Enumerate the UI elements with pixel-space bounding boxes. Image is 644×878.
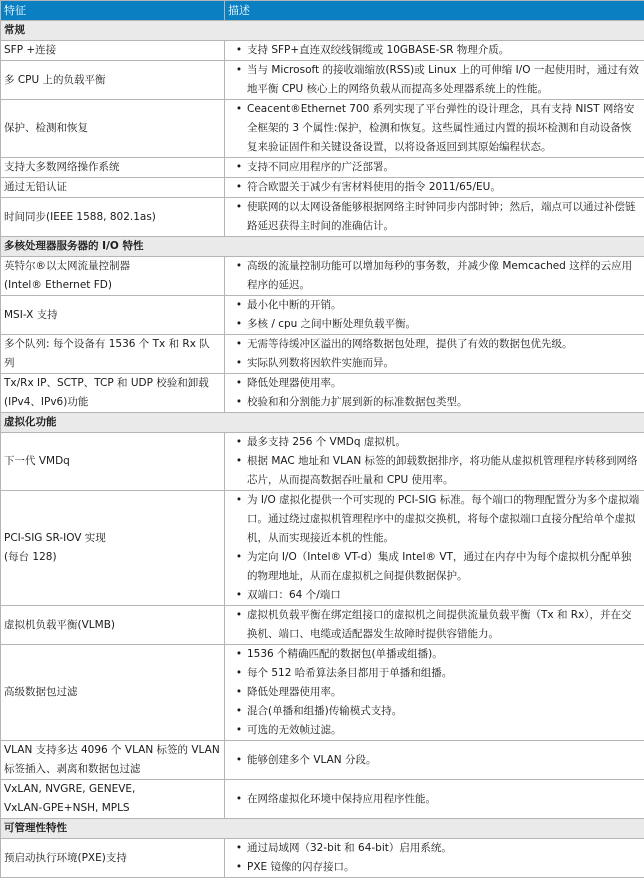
bullet-text: 当与 Microsoft 的接收端缩放(RSS)或 Linux 上的可伸缩 I/O 一起使用时，通过有效地平衡 CPU 核心上的网络负载从而提高多处理器系统上的性能。	[247, 61, 640, 99]
description-bullet	[231, 586, 640, 605]
feature-name: 通过无铅认证	[4, 178, 220, 197]
feature-name: 高级数据包过滤	[4, 683, 220, 702]
bullet-text: 支持不同应用程序的广泛部署。	[247, 158, 640, 177]
bullet-icon: •	[231, 354, 247, 373]
feature-name: 支持大多数网络操作系统	[4, 158, 220, 177]
feature-name: VLAN 支持多达 4096 个 VLAN 标签的 VLAN 标签插入、剥离和数据包过滤	[4, 741, 220, 779]
bullet-text: 校验和和分割能力扩展到新的标准数据包类型。	[247, 393, 640, 412]
description-cell	[225, 158, 644, 178]
bullet-text: 能够创建多个 VLAN 分段。	[247, 751, 640, 770]
description-cell	[225, 61, 644, 100]
description-bullet	[231, 433, 640, 452]
bullet-icon: •	[231, 839, 247, 858]
table-row	[1, 645, 644, 741]
table-row	[1, 198, 644, 237]
bullet-text: 符合欧盟关于减少有害材料使用的指令 2011/65/EU。	[247, 178, 640, 197]
table-row	[1, 41, 644, 61]
bullet-text: Ceacent®Ethernet 700 系列实现了平台弹性的设计理念，具有支持 NIST 网络安全框架的 3 个属性:保护，检测和恢复。这些属性通过内置的损坏检测和自动设备恢复来验证固件和关键设备设置，以将设备返回到其原始编程状态。	[247, 100, 640, 157]
description-cell	[225, 41, 644, 61]
description-cell	[225, 606, 644, 645]
description-cell	[225, 645, 644, 741]
table-row	[1, 780, 644, 819]
feature-name: 保护、检测和恢复	[4, 119, 220, 138]
description-bullet	[231, 721, 640, 740]
bullet-text: 无需等待缓冲区溢出的网络数据包处理，提供了有效的数据包优先级。	[247, 335, 640, 354]
description-bullet	[231, 683, 640, 702]
bullet-text: 虚拟机负载平衡在绑定组接口的虚拟机之间提供流量负载平衡（Tx 和 Rx），并在交换机、端口、电缆或适配器发生故障时提供容错能力。	[247, 606, 640, 644]
bullet-icon: •	[231, 198, 247, 217]
description-cell	[225, 839, 644, 878]
description-bullet	[231, 452, 640, 490]
bullet-text: 双端口：64 个/端口	[247, 586, 640, 605]
bullet-text: 根据 MAC 地址和 VLAN 标签的卸载数据排序，将功能从虚拟机管理程序转移到网络芯片，从而提高数据吞吐量和 CPU 使用率。	[247, 452, 640, 490]
feature-cell	[1, 645, 225, 741]
bullet-icon: •	[231, 315, 247, 334]
bullet-text: 通过局域网（32-bit 和 64-bit）启用系统。	[247, 839, 640, 858]
description-cell	[225, 374, 644, 413]
feature-cell	[1, 61, 225, 100]
description-cell	[225, 780, 644, 819]
bullet-icon: •	[231, 548, 247, 567]
bullet-icon: •	[231, 178, 247, 197]
table-row	[1, 335, 644, 374]
bullet-text: 可选的无效帧过滤。	[247, 721, 640, 740]
description-cell	[225, 491, 644, 606]
feature-cell	[1, 741, 225, 780]
feature-name: Tx/Rx IP、SCTP、TCP 和 UDP 校验和卸载(IPv4、IPv6)功能	[4, 374, 220, 412]
description-bullet	[231, 61, 640, 99]
header-description: 描述	[225, 1, 644, 21]
description-bullet	[231, 374, 640, 393]
feature-cell	[1, 41, 225, 61]
description-cell	[225, 296, 644, 335]
bullet-icon: •	[231, 664, 247, 683]
bullet-icon: •	[231, 858, 247, 877]
header-feature: 特征	[1, 1, 225, 21]
bullet-text: 实际队列数将因软件实施而异。	[247, 354, 640, 373]
bullet-icon: •	[231, 433, 247, 452]
feature-cell	[1, 178, 225, 198]
bullet-text: 混合(单播和组播)传输模式支持。	[247, 702, 640, 721]
feature-name: SFP +连接	[4, 41, 220, 60]
description-bullet	[231, 315, 640, 334]
bullet-icon: •	[231, 393, 247, 412]
description-bullet	[231, 839, 640, 858]
bullet-text: 高级的流量控制功能可以增加每秒的事务数，并减少像 Memcached 这样的云应用程序的延迟。	[247, 257, 640, 295]
section-title: 常规	[1, 21, 644, 41]
table-row	[1, 374, 644, 413]
description-bullet	[231, 702, 640, 721]
feature-name: VxLAN-GPE+NSH, MPLS	[4, 799, 220, 818]
description-bullet	[231, 41, 640, 60]
description-bullet	[231, 491, 640, 548]
feature-name: 预启动执行环境(PXE)支持	[4, 849, 220, 868]
feature-name: 下一代 VMDq	[4, 452, 220, 471]
description-cell	[225, 100, 644, 158]
feature-cell	[1, 335, 225, 374]
bullet-icon: •	[231, 586, 247, 605]
bullet-icon: •	[231, 41, 247, 60]
feature-name: 多个队列: 每个设备有 1536 个 Tx 和 Rx 队列	[4, 335, 220, 373]
description-cell	[225, 433, 644, 491]
bullet-text: 每个 512 哈希算法条目都用于单播和组播。	[247, 664, 640, 683]
description-bullet	[231, 296, 640, 315]
bullet-icon: •	[231, 335, 247, 354]
description-bullet	[231, 664, 640, 683]
feature-cell	[1, 296, 225, 335]
description-bullet	[231, 335, 640, 354]
section-title: 可管理性特性	[1, 819, 644, 839]
bullet-text: 为定向 I/O（Intel® VT-d）集成 Intel® VT，通过在内存中为每个虚拟机分配单独的物理地址，从而在虚拟机之间提供数据保护。	[247, 548, 640, 586]
feature-cell	[1, 374, 225, 413]
table-row	[1, 158, 644, 178]
table-row	[1, 257, 644, 296]
feature-cell	[1, 198, 225, 237]
bullet-text: 降低处理器使用率。	[247, 683, 640, 702]
feature-name: (每台 128)	[4, 548, 220, 567]
bullet-icon: •	[231, 100, 247, 119]
bullet-icon: •	[231, 61, 247, 80]
description-bullet	[231, 100, 640, 157]
feature-cell	[1, 780, 225, 819]
bullet-icon: •	[231, 491, 247, 510]
feature-cell	[1, 433, 225, 491]
bullet-text: 最多支持 256 个 VMDq 虚拟机。	[247, 433, 640, 452]
description-cell	[225, 335, 644, 374]
section-title: 多核处理器服务器的 I/O 特性	[1, 237, 644, 257]
table-row	[1, 296, 644, 335]
bullet-icon: •	[231, 606, 247, 625]
table-row	[1, 433, 644, 491]
table-row	[1, 491, 644, 606]
bullet-icon: •	[231, 721, 247, 740]
description-cell	[225, 178, 644, 198]
table-body	[1, 21, 644, 878]
description-bullet	[231, 178, 640, 197]
feature-name: MSI-X 支持	[4, 306, 220, 325]
description-bullet	[231, 354, 640, 373]
description-cell	[225, 741, 644, 780]
table-row	[1, 741, 644, 780]
bullet-text: 在网络虚拟化环境中保持应用程序性能。	[247, 790, 640, 809]
bullet-icon: •	[231, 751, 247, 770]
bullet-text: 最小化中断的开销。	[247, 296, 640, 315]
bullet-icon: •	[231, 452, 247, 471]
section-title: 虚拟化功能	[1, 413, 644, 433]
bullet-text: 多核 / cpu 之间中断处理负载平衡。	[247, 315, 640, 334]
description-cell	[225, 198, 644, 237]
feature-name: (Intel® Ethernet FD)	[4, 276, 220, 295]
bullet-text: 1536 个精确匹配的数据包(单播或组播)。	[247, 645, 640, 664]
description-bullet	[231, 198, 640, 236]
bullet-icon: •	[231, 790, 247, 809]
feature-name: 英特尔®以太网流量控制器	[4, 257, 220, 276]
bullet-text: 为 I/O 虚拟化提供一个可实现的 PCI-SIG 标准。每个端口的物理配置分为多个虚拟端口。通过绕过虚拟机管理程序中的虚拟交换机，将每个虚拟端口直接分配给单个虚拟机，从而实现接近本机的性能。	[247, 491, 640, 548]
bullet-text: 使联网的以太网设备能够根据网络主时钟同步内部时钟；然后，端点可以通过补偿链路延迟获得主时间的准确估计。	[247, 198, 640, 236]
table-row	[1, 61, 644, 100]
table-row	[1, 839, 644, 878]
description-bullet	[231, 751, 640, 770]
description-bullet	[231, 790, 640, 809]
bullet-icon: •	[231, 374, 247, 393]
description-bullet	[231, 645, 640, 664]
section-header-row	[1, 237, 644, 257]
description-bullet	[231, 606, 640, 644]
feature-cell	[1, 839, 225, 878]
bullet-icon: •	[231, 702, 247, 721]
feature-cell	[1, 100, 225, 158]
bullet-icon: •	[231, 296, 247, 315]
description-bullet	[231, 158, 640, 177]
description-bullet	[231, 393, 640, 412]
bullet-icon: •	[231, 645, 247, 664]
description-bullet	[231, 257, 640, 295]
description-cell	[225, 257, 644, 296]
feature-cell	[1, 158, 225, 178]
bullet-text: 支持 SFP+直连双绞线铜缆或 10GBASE-SR 物理介质。	[247, 41, 640, 60]
feature-name: VxLAN, NVGRE, GENEVE,	[4, 780, 220, 799]
table-row	[1, 100, 644, 158]
feature-cell	[1, 491, 225, 606]
feature-name: 多 CPU 上的负载平衡	[4, 71, 220, 90]
feature-cell	[1, 257, 225, 296]
bullet-icon: •	[231, 257, 247, 276]
bullet-text: PXE 镜像的闪存接口。	[247, 858, 640, 877]
section-header-row	[1, 413, 644, 433]
description-bullet	[231, 548, 640, 586]
table-header-row	[1, 1, 644, 21]
bullet-text: 降低处理器使用率。	[247, 374, 640, 393]
feature-cell	[1, 606, 225, 645]
feature-name: PCI-SIG SR-IOV 实现	[4, 529, 220, 548]
bullet-icon: •	[231, 683, 247, 702]
bullet-icon: •	[231, 158, 247, 177]
feature-name: 虚拟机负载平衡(VLMB)	[4, 616, 220, 635]
table-row	[1, 178, 644, 198]
feature-name: 时间同步(IEEE 1588, 802.1as)	[4, 208, 220, 227]
section-header-row	[1, 21, 644, 41]
table-row	[1, 606, 644, 645]
section-header-row	[1, 819, 644, 839]
